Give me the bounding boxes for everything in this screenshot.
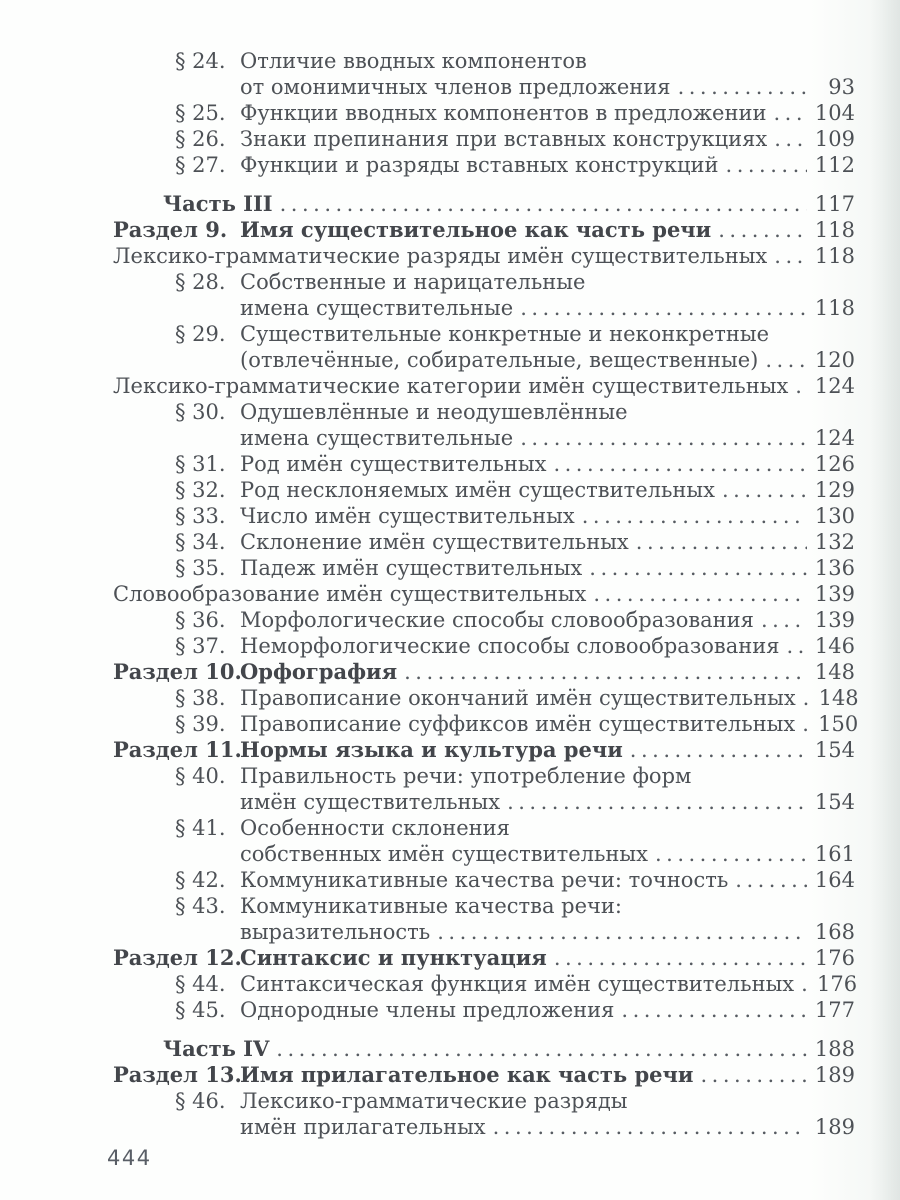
dot-leader [761,607,807,633]
toc-row [113,451,855,477]
toc-row [113,503,855,529]
toc-row-text: Правильность речи: употребление форм [240,764,692,788]
page-number: 444 [107,1146,152,1170]
toc-row [113,607,855,633]
toc-row-text: Одушевлённые и неодушевлённые [240,400,628,424]
toc-row-text: Лексико-грамматические категории имён существительных [113,374,789,398]
toc-row-page: 132 [814,530,855,554]
dot-leader [726,152,807,178]
dot-leader [507,789,807,815]
toc-row-text: Род имён существительных [240,452,547,476]
toc-row-page: 189 [814,1115,855,1139]
toc-row [113,373,855,399]
dot-leader [404,659,807,685]
toc-row-page: 118 [814,244,855,268]
toc-row-text: (отвлечённые, собирательные, вещественные) [240,348,759,372]
toc-row-label: § 36. [175,608,226,632]
toc-row-page: 168 [814,920,855,944]
toc-row-text: Отличие вводных компонентов [240,49,587,73]
toc-row-label: Раздел 10. [113,659,242,684]
toc-row [113,633,855,659]
toc-row-page: 164 [814,868,855,892]
toc-row-text: собственных имён существительных [240,842,648,866]
toc-row [113,789,855,815]
toc-row [113,74,855,100]
table-of-contents [113,48,859,1140]
toc-row-text: выразительность [240,920,431,944]
toc-row-text: Знаки препинания при вставных конструкциях [240,127,768,151]
toc-row [113,555,855,581]
dot-leader [701,1062,808,1088]
toc-row [113,945,855,971]
toc-row-page: 150 [818,712,859,736]
toc-row [113,191,855,217]
toc-row-text: Функции вводных компонентов в предложении [240,101,767,125]
toc-row-label: § 46. [175,1089,226,1113]
dot-leader [735,867,807,893]
dot-leader [718,217,807,243]
toc-row-page: 148 [818,686,859,710]
toc-row [113,529,855,555]
toc-row-label: § 37. [175,634,226,658]
toc-row [113,399,855,425]
toc-row-page: 161 [814,842,855,866]
toc-row [113,1036,855,1062]
dot-leader [437,919,807,945]
toc-row-page: 176 [817,972,858,996]
dot-leader [582,503,807,529]
dot-leader [801,971,809,997]
toc-row [113,763,855,789]
dot-leader [520,295,807,321]
toc-row-text: Нормы языка и культура речи [240,737,623,762]
toc-row-text: Словообразование имён существительных [113,582,587,606]
toc-row-page: 176 [814,946,855,970]
toc-row [113,711,859,737]
dot-leader [593,581,807,607]
toc-row-page: 129 [814,478,855,502]
toc-row-label: § 27. [175,153,226,177]
dot-leader [636,529,807,555]
toc-row-text: Орфография [240,659,398,684]
toc-row [113,100,855,126]
toc-row [113,659,855,685]
toc-row [113,893,855,919]
toc-row [113,152,855,178]
toc-row-label: § 32. [175,478,226,502]
toc-row-label: § 43. [175,894,226,918]
toc-row-label: § 40. [175,764,226,788]
toc-row-label: § 41. [175,816,226,840]
toc-row-page: 117 [814,192,855,216]
toc-row [113,48,855,74]
toc-row-text: Коммуникативные качества речи: [240,894,622,918]
dot-leader [554,945,807,971]
toc-row-text: Имя прилагательное как часть речи [240,1062,694,1087]
toc-row-text: Правописание окончаний имён существительных [240,686,796,710]
toc-row-label: § 42. [175,868,226,892]
dot-leader [621,997,807,1023]
toc-row-label: § 26. [175,127,226,151]
toc-row-label: Раздел 13. [113,1062,242,1087]
dot-leader [276,1036,807,1062]
toc-row-text: Собственные и нарицательные [240,270,586,294]
toc-row-label: § 25. [175,101,226,125]
toc-row-label: § 29. [175,322,226,346]
toc-row [113,685,859,711]
toc-row-text: Часть IV [163,1036,270,1061]
toc-row [113,295,855,321]
toc-row-text: Имя существительное как часть речи [240,217,712,242]
toc-row [113,1088,855,1114]
dot-leader [280,191,807,217]
toc-row [113,919,855,945]
toc-row-label: § 38. [175,686,226,710]
toc-row-page: 120 [814,348,855,372]
toc-row [113,1062,855,1088]
dot-leader [589,555,807,581]
toc-row [113,867,855,893]
toc-row [113,737,855,763]
toc-row-page: 136 [814,556,855,580]
toc-row-label: § 44. [175,972,226,996]
toc-row-text: Коммуникативные качества речи: точность [240,868,729,892]
toc-row-label: Раздел 11. [113,737,242,762]
toc-row [113,243,855,269]
dot-leader [787,633,808,659]
toc-row-page: 126 [814,452,855,476]
dot-leader [803,685,811,711]
toc-row-page: 139 [814,582,855,606]
toc-row [113,971,858,997]
toc-row [113,425,855,451]
toc-row-page: 109 [814,127,855,151]
dot-leader [678,74,807,100]
dot-leader [795,373,807,399]
toc-row-page: 112 [814,153,855,177]
toc-row-text: Падеж имён существительных [240,556,583,580]
toc-row-page: 154 [814,738,855,762]
toc-row [113,997,855,1023]
toc-row-text: Однородные члены предложения [240,998,615,1022]
toc-row-label: § 31. [175,452,226,476]
toc-row-page: 104 [814,101,855,125]
toc-row [113,1114,855,1140]
toc-row-page: 124 [814,374,855,398]
toc-row-text: Число имён существительных [240,504,575,528]
dot-leader [774,126,807,152]
toc-row-page: 93 [828,75,855,99]
toc-row [113,815,855,841]
toc-row-label: § 35. [175,556,226,580]
toc-row-page: 118 [814,218,855,242]
toc-row [113,477,855,503]
toc-row-page: 188 [814,1037,855,1061]
toc-row-label: § 39. [175,712,226,736]
toc-row [113,126,855,152]
toc-row [113,321,855,347]
toc-row-text: Существительные конкретные и неконкретные [240,322,770,346]
toc-row-text: Склонение имён существительных [240,530,629,554]
toc-row-text: Неморфологические способы словообразования [240,634,780,658]
toc-row-label: § 30. [175,400,226,424]
toc-row [113,347,855,373]
dot-leader [765,347,807,373]
toc-row-text: от омонимичных членов предложения [240,75,671,99]
dot-leader [802,711,810,737]
toc-row-page: 177 [814,998,855,1022]
dot-leader [722,477,807,503]
toc-row [113,581,855,607]
dot-leader [493,1114,807,1140]
dot-leader [630,737,807,763]
toc-row-label: § 45. [175,998,226,1022]
toc-row-text: имена существительные [240,426,514,450]
toc-row [113,269,855,295]
dot-leader [774,243,807,269]
toc-row-text: Синтаксис и пунктуация [240,945,547,970]
toc-row-page: 148 [814,660,855,684]
toc-row-label: § 34. [175,530,226,554]
toc-row-page: 154 [814,790,855,814]
toc-row-label: § 28. [175,270,226,294]
toc-row [113,841,855,867]
toc-row-text: Лексико-грамматические разряды имён существительных [113,244,768,268]
toc-row-text: Особенности склонения [240,816,510,840]
toc-row-text: Лексико-грамматические разряды [240,1089,628,1113]
dot-leader [520,425,807,451]
toc-row-page: 130 [814,504,855,528]
toc-row-text: Часть III [163,191,273,216]
toc-row-label: § 33. [175,504,226,528]
toc-row-text: имена существительные [240,296,514,320]
toc-row-page: 146 [814,634,855,658]
toc-row-text: Синтаксическая функция имён существительных [240,972,795,996]
toc-row-label: Раздел 9. [113,217,228,242]
dot-leader [655,841,807,867]
toc-row-page: 124 [814,426,855,450]
toc-row-label: § 24. [175,49,226,73]
dot-leader [553,451,807,477]
toc-row-text: Правописание суффиксов имён существительных [240,712,796,736]
toc-row-page: 118 [814,296,855,320]
toc-row-text: Морфологические способы словообразования [240,608,754,632]
toc-row [113,217,855,243]
toc-row-label: Раздел 12. [113,945,242,970]
toc-row-text: Род несклоняемых имён существительных [240,478,715,502]
toc-row-text: Функции и разряды вставных конструкций [240,153,719,177]
toc-row-text: имён существительных [240,790,501,814]
dot-leader [773,100,807,126]
toc-row-page: 189 [814,1063,855,1087]
toc-row-text: имён прилагательных [240,1115,486,1139]
toc-row-page: 139 [814,608,855,632]
